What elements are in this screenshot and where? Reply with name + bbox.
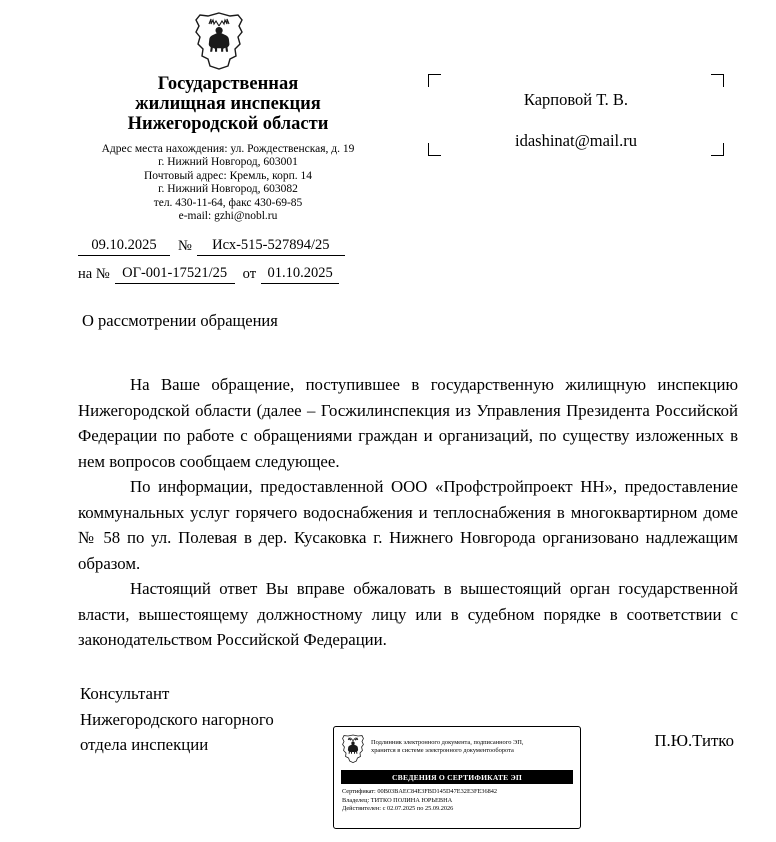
document-reference-fields (78, 237, 398, 293)
org-address-line3: Почтовый адрес: Кремль, корп. 14 (143, 169, 313, 182)
incoming-number-value: ОГ-001-17521/25 (115, 265, 235, 284)
letterhead (78, 74, 378, 223)
incoming-row (78, 265, 398, 284)
org-title-line2: жилищная инспекция (135, 94, 321, 114)
stamp-owner-value: ТИТКО ПОЛИНА ЮРЬЕВНА (370, 796, 453, 804)
document-body (78, 372, 738, 653)
corner-mark-top-left (428, 74, 441, 87)
signer-name: П.Ю.Титко (654, 731, 734, 750)
outgoing-row (78, 237, 398, 256)
incoming-date-label: от (242, 266, 257, 282)
coat-of-arms-nizhny-novgorod-deer-icon (190, 12, 248, 74)
org-email-line: e-mail: gzhi@nobl.ru (178, 210, 278, 223)
stamp-certificate-label: Сертификат: (342, 788, 376, 795)
org-address-line4: г. Нижний Новгород, 603082 (158, 183, 298, 196)
incoming-date-value: 01.10.2025 (261, 265, 339, 284)
signature-position-block (80, 681, 274, 758)
outgoing-number-label: № (178, 238, 192, 254)
stamp-certificate-row (342, 788, 573, 797)
org-title-line3: Нижегородской области (127, 114, 329, 134)
outgoing-date-value: 09.10.2025 (78, 237, 170, 256)
signature-position-line3: отдела инспекции (80, 735, 209, 754)
addressee-block (428, 74, 724, 156)
org-title-line1: Государственная (157, 74, 299, 94)
incoming-number-label: на № (78, 266, 110, 282)
body-paragraph-1: На Ваше обращение, поступившее в государственную жилищную инспекцию Нижегородской области (далее – Госжилинспекция из Управления Президента Российской Федерации по работе с обращениями граждан и организаций, по существу изложенных в нем вопросов сообщаем следующее. (78, 375, 738, 471)
electronic-signature-stamp (333, 726, 581, 829)
stamp-valid-value: с 02.07.2025 по 25.09.2026 (382, 805, 454, 813)
stamp-note-line1: Подлинник электронного документа, подписанного ЭП, (371, 739, 524, 746)
stamp-owner-label: Владелец: (342, 796, 370, 804)
stamp-valid-row (342, 805, 573, 814)
stamp-owner-row (342, 797, 573, 806)
body-paragraph-3: Настоящий ответ Вы вправе обжаловать в вышестоящий орган государственной власти, вышестоящему должностному лицу или в судебном порядке в соответствии с законодательством Российской Федерации. (78, 579, 738, 649)
org-phone-line: тел. 430-11-64, факс 430-69-85 (153, 196, 303, 209)
corner-mark-top-right (711, 74, 724, 87)
signature-position-line2: Нижегородского нагорного (80, 709, 274, 729)
org-address-line1: Адрес места нахождения: ул. Рождественская, д. 19 (101, 143, 355, 155)
addressee-email: idashinat@mail.ru (515, 131, 637, 150)
org-address-line2: г. Нижний Новгород, 603001 (158, 156, 298, 169)
body-paragraph-2: По информации, предоставленной ООО «Профстройпроект НН», предоставление коммунальных услуг горячего водоснабжения и теплоснабжения в многоквартирном доме № 58 по ул. Полевая в дер. Кусаковка г. Нижнего Новгорода организовано надлежащим образом. (78, 477, 738, 573)
stamp-note-line2: хранится в системе электронного документооборота (371, 747, 514, 755)
signature-position-line1: Консультант (80, 684, 170, 703)
stamp-certificate-bar: СВЕДЕНИЯ О СЕРТИФИКАТЕ ЭП (341, 770, 573, 784)
stamp-certificate-value: 00B03BAEC84E3FBD145D47E32E3FE36842 (377, 788, 498, 795)
addressee-name: Карповой Т. В. (523, 90, 629, 109)
document-subject: О рассмотрении обращения (82, 311, 278, 330)
coat-of-arms-deer-small-icon (341, 734, 365, 764)
outgoing-number-value: Исх-515-527894/25 (197, 237, 345, 256)
stamp-valid-label: Действителен: (342, 805, 382, 813)
